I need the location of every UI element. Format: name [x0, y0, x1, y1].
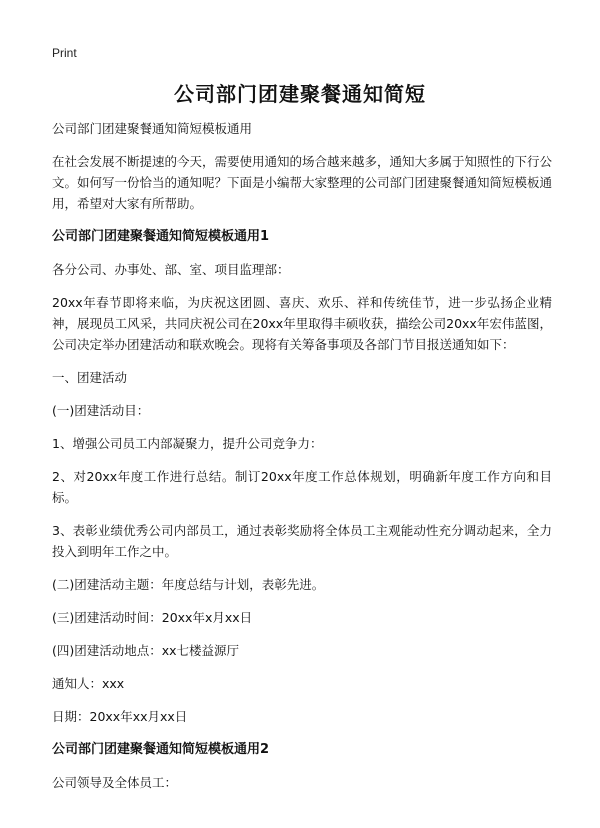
section-heading-1: 公司部门团建聚餐通知简短模板通用1 — [52, 229, 270, 244]
print-link[interactable]: Print — [52, 46, 77, 60]
salutation: 各分公司、办事处、部、室、项目监理部： — [52, 262, 290, 277]
intro-paragraph: 在社会发展不断提速的今天，需要使用通知的场合越来越多，通知大多属于知照性的下行公文。如何写一份恰当的通知呢？下面是小编帮大家整理的公司部门团建聚餐通知简短模板通用，希望对大家有所帮助。 — [52, 154, 553, 211]
salutation: 公司领导及全体员工： — [52, 775, 178, 790]
list-heading: 一、团建活动 — [52, 370, 128, 385]
list-subheading: (二)团建活动主题：年度总结与计划，表彰先进。 — [52, 577, 325, 592]
body-paragraph: 20xx年春节即将来临，为庆祝这团圆、喜庆、欢乐、祥和传统佳节，进一步弘扬企业精神，展现员工风采，共同庆祝公司在20xx年里取得丰硕收获，描绘公司20xx年宏伟蓝图，公司决定举办团建活动和联欢晚会。现将有关筹备事项及各部门节目报送通知如下： — [52, 295, 552, 352]
list-item: 2、对20xx年度工作进行总结。制订20xx年度工作总体规划，明确新年度工作方向和目标。 — [52, 469, 552, 505]
notifier-line: 通知人：xxx — [52, 676, 125, 691]
document-subtitle: 公司部门团建聚餐通知简短模板通用 — [52, 121, 253, 136]
date-line: 日期：20xx年xx月xx日 — [52, 709, 188, 724]
list-subheading: (一)团建活动目： — [52, 403, 150, 418]
list-subheading: (三)团建活动时间：20xx年x月xx日 — [52, 610, 253, 625]
list-item: 1、增强公司员工内部凝聚力，提升公司竞争力： — [52, 436, 323, 451]
document-body — [52, 118, 552, 805]
document-title: 公司部门团建聚餐通知简短 — [174, 82, 426, 106]
list-item: 3、表彰业绩优秀公司内部员工，通过表彰奖励将全体员工主观能动性充分调动起来，全力投入到明年工作之中。 — [52, 523, 552, 559]
section-heading-2: 公司部门团建聚餐通知简短模板通用2 — [52, 742, 270, 757]
list-subheading: (四)团建活动地点：xx七楼益源厅 — [52, 643, 240, 658]
